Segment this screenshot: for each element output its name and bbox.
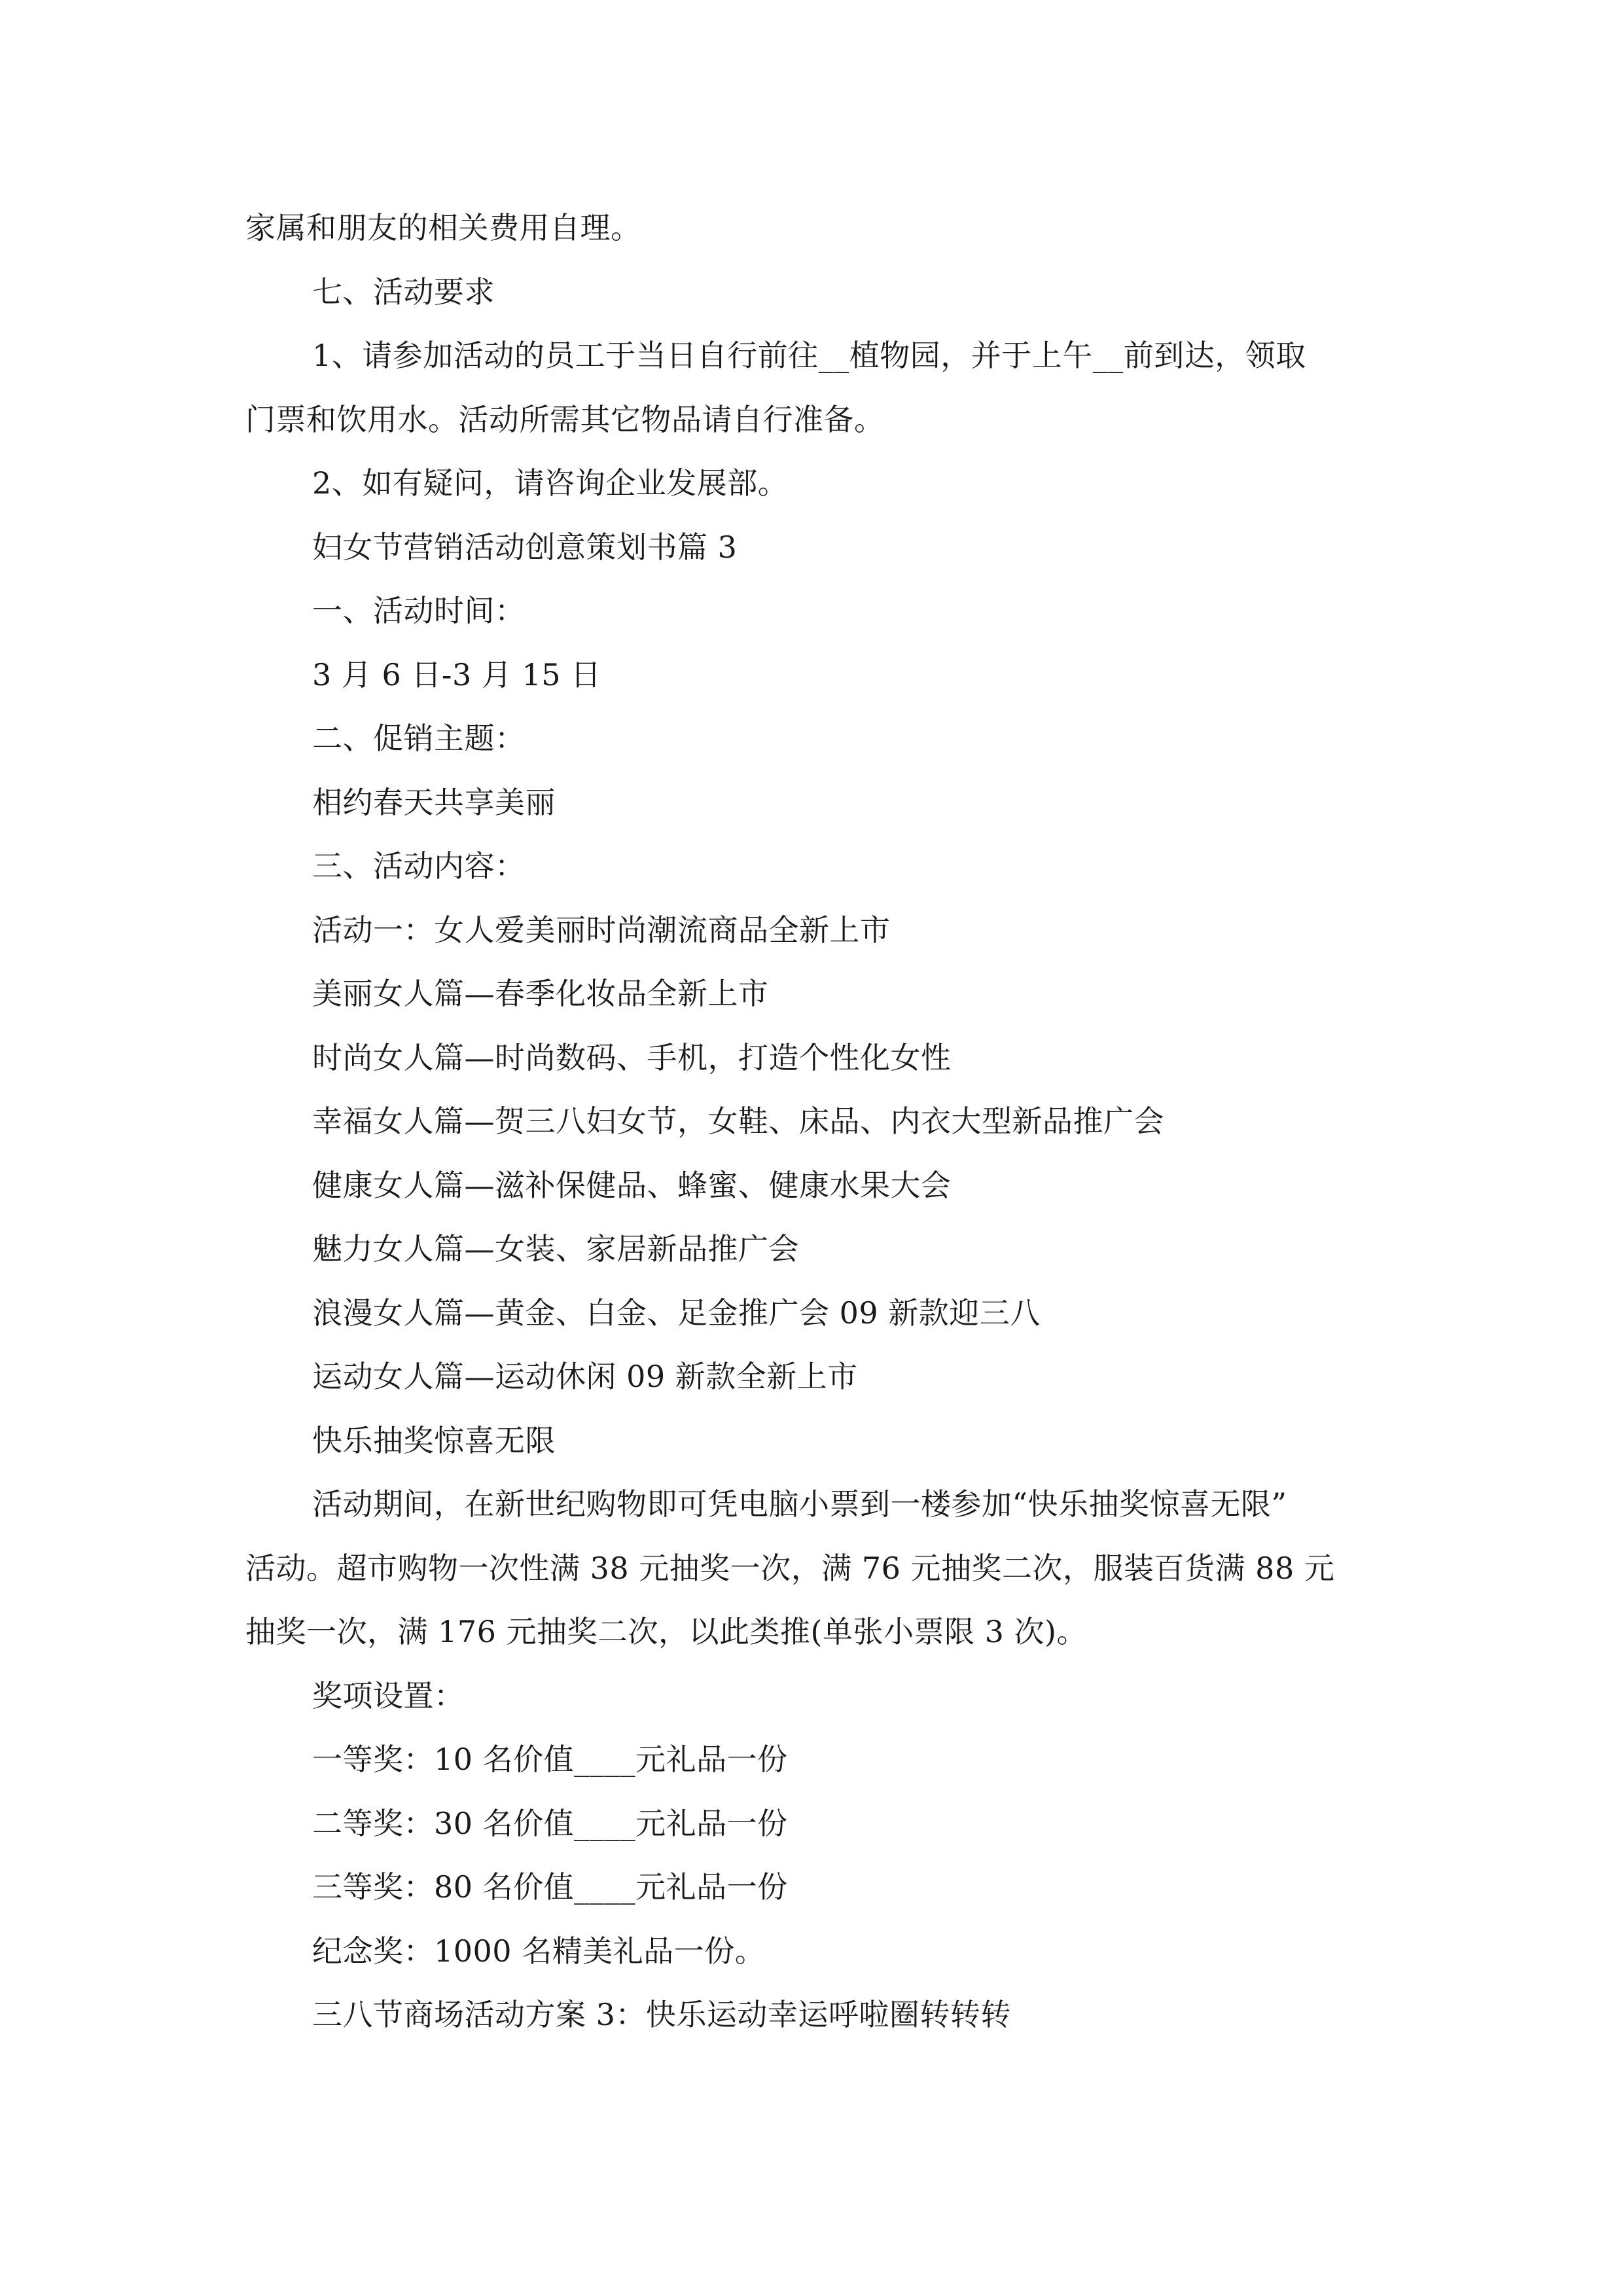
section-heading: 七、活动要求 xyxy=(312,274,495,310)
list-item: 幸福女人篇—贺三八妇女节，女鞋、床品、内衣大型新品推广会 xyxy=(312,1103,1164,1139)
paragraph-line: 3 月 6 日-3 月 15 日 xyxy=(312,656,601,692)
section-heading: 三八节商场活动方案 3：快乐运动幸运呼啦圈转转转 xyxy=(312,1997,1011,2032)
paragraph-line: 活动期间，在新世纪购物即可凭电脑小票到一楼参加“快乐抽奖惊喜无限” xyxy=(312,1486,1287,1522)
prize-item: 三等奖：80 名价值____元礼品一份 xyxy=(312,1869,788,1905)
paragraph-line: 家属和朋友的相关费用自理。 xyxy=(245,210,641,245)
list-item: 时尚女人篇—时尚数码、手机，打造个性化女性 xyxy=(312,1039,952,1075)
paragraph-line: 活动。超市购物一次性满 38 元抽奖一次，满 76 元抽奖二次，服装百货满 88 元 xyxy=(245,1550,1335,1586)
list-item: 健康女人篇—滋补保健品、蜂蜜、健康水果大会 xyxy=(312,1167,952,1203)
prize-item: 一等奖：10 名价值____元礼品一份 xyxy=(312,1742,788,1777)
document-body xyxy=(245,196,1384,2047)
paragraph-line: 相约春天共享美丽 xyxy=(312,784,556,820)
prize-item: 二等奖：30 名价值____元礼品一份 xyxy=(312,1805,788,1841)
paragraph-line: 2、如有疑问，请咨询企业发展部。 xyxy=(312,465,789,501)
section-heading: 奖项设置： xyxy=(312,1677,465,1713)
section-heading: 二、促销主题： xyxy=(312,721,526,756)
paragraph-line: 抽奖一次，满 176 元抽奖二次，以此类推(单张小票限 3 次)。 xyxy=(245,1614,1087,1649)
document-subtitle: 妇女节营销活动创意策划书篇 3 xyxy=(312,529,738,565)
list-item: 美丽女人篇—春季化妆品全新上市 xyxy=(312,976,769,1011)
section-heading: 一、活动时间： xyxy=(312,593,526,628)
section-heading: 三、活动内容： xyxy=(312,848,526,884)
list-item: 魅力女人篇—女装、家居新品推广会 xyxy=(312,1231,799,1266)
list-item: 运动女人篇—运动休闲 09 新款全新上市 xyxy=(312,1359,858,1394)
list-item: 快乐抽奖惊喜无限 xyxy=(312,1422,556,1458)
paragraph-line: 1、请参加活动的员工于当日自行前往__植物园，并于上午__前到达，领取 xyxy=(312,338,1306,373)
list-item: 活动一：女人爱美丽时尚潮流商品全新上市 xyxy=(312,912,891,948)
paragraph-line: 门票和饮用水。活动所需其它物品请自行准备。 xyxy=(245,401,885,437)
prize-item: 纪念奖：1000 名精美礼品一份。 xyxy=(312,1933,766,1969)
list-item: 浪漫女人篇—黄金、白金、足金推广会 09 新款迎三八 xyxy=(312,1295,1041,1331)
